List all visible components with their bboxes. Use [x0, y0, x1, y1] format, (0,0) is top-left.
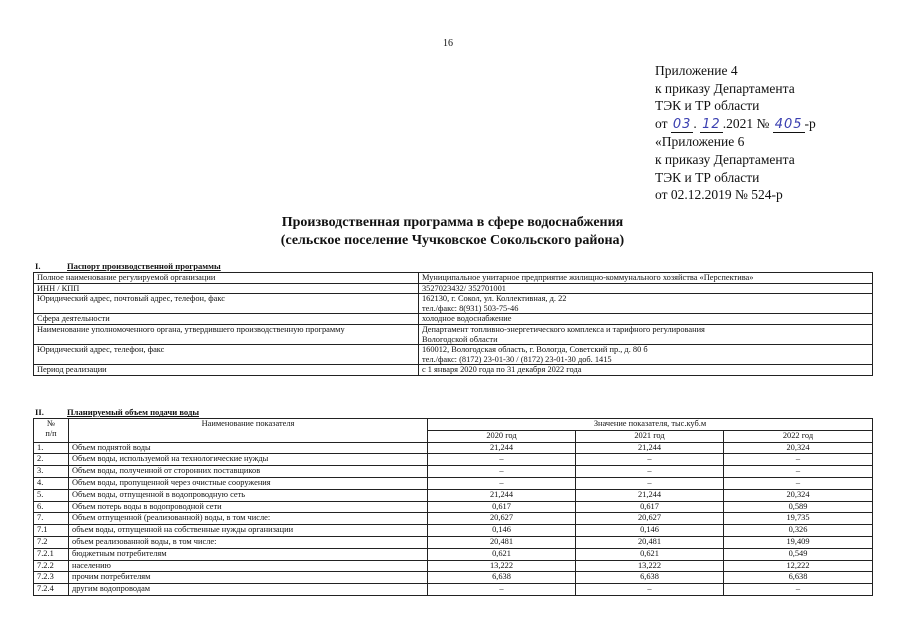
row-indicator-name: объем воды, отпущенной на собственные нужды организации — [69, 525, 428, 537]
title-subline: (сельское поселение Чучковское Сокольского района) — [280, 232, 625, 248]
table-row — [34, 324, 873, 344]
table-row — [34, 442, 873, 454]
row-value-2021: 20,627 — [576, 513, 724, 525]
appendix-line: к приказу Департамента — [655, 80, 795, 96]
row-value-2020: 20,627 — [428, 513, 576, 525]
year-header: 2021 год — [576, 430, 724, 442]
appendix-line: ТЭК и ТР области — [655, 98, 760, 114]
row-indicator-name: населению — [69, 560, 428, 572]
section-number: I. — [35, 261, 41, 271]
table-row — [34, 454, 873, 466]
row-value-2021: 20,481 — [576, 536, 724, 548]
row-value-2022: 19,409 — [724, 536, 873, 548]
row-value-2020: 21,244 — [428, 489, 576, 501]
row-value-2020: 21,244 — [428, 442, 576, 454]
table-row — [34, 345, 873, 365]
value-line: тел./факс: (8172) 23-01-30 / (8172) 23-01-30 доб. 1415 — [421, 354, 612, 364]
row-indicator-name: Объем отпущенной (реализованной) воды, в том числе: — [69, 513, 428, 525]
row-value-2020: – — [428, 477, 576, 489]
passport-value: с 1 января 2020 года по 31 декабря 2022 года — [418, 365, 872, 376]
row-value-2022: 0,549 — [724, 548, 873, 560]
row-number: 7.2.4 — [34, 584, 69, 596]
passport-label: Юридический адрес, телефон, факс — [34, 345, 419, 365]
date-rest: .2021 № — [722, 115, 770, 131]
table-row — [34, 536, 873, 548]
row-value-2021: 0,146 — [576, 525, 724, 537]
row-indicator-name: Объем воды, пропущенной через очистные сооружения — [69, 477, 428, 489]
value-line: 160012, Вологодская область, г. Вологда, Советский пр., д. 80 б — [421, 345, 648, 355]
section-1-heading — [35, 261, 221, 271]
row-value-2022: – — [724, 466, 873, 478]
date-prefix: от — [655, 115, 668, 131]
row-value-2020: – — [428, 454, 576, 466]
appendix-line: Приложение 4 — [655, 63, 738, 78]
value-line: 162130, г. Сокол, ул. Коллективная, д. 22 — [421, 294, 567, 304]
row-value-2022: – — [724, 454, 873, 466]
water-volume-body — [34, 442, 873, 595]
appendix-line: к приказу Департамента — [655, 151, 795, 167]
page-number: 16 — [443, 38, 453, 49]
row-number: 6. — [34, 501, 69, 513]
appendix-block — [655, 62, 816, 204]
table-row — [34, 572, 873, 584]
row-indicator-name: бюджетным потребителям — [69, 548, 428, 560]
row-number: 1. — [34, 442, 69, 454]
row-value-2021: – — [576, 466, 724, 478]
row-value-2022: 0,326 — [724, 525, 873, 537]
row-indicator-name: объем реализованной воды, в том числе: — [69, 536, 428, 548]
row-value-2020: 0,621 — [428, 548, 576, 560]
row-number: 7.2.3 — [34, 572, 69, 584]
row-value-2021: 21,244 — [576, 442, 724, 454]
row-value-2020: – — [428, 584, 576, 596]
date-separator: . — [693, 115, 697, 131]
appendix-line: «Приложение 6 — [655, 134, 745, 150]
table-row — [34, 560, 873, 572]
row-value-2021: 6,638 — [576, 572, 724, 584]
passport-value — [418, 294, 872, 314]
table-row — [34, 501, 873, 513]
document-title — [150, 214, 755, 249]
row-value-2022: 6,638 — [724, 572, 873, 584]
passport-label: Юридический адрес, почтовый адрес, телефон, факс — [34, 294, 419, 314]
col-num-header — [34, 419, 69, 443]
row-number: 7.2 — [34, 536, 69, 548]
handwritten-month: 12 — [702, 116, 721, 132]
row-indicator-name: Объем поднятой воды — [69, 442, 428, 454]
row-indicator-name: Объем потерь воды в водопроводной сети — [69, 501, 428, 513]
row-indicator-name: Объем воды, отпущенной в водопроводную сеть — [69, 489, 428, 501]
table-row — [34, 314, 873, 325]
row-number: 2. — [34, 454, 69, 466]
row-number: 7.1 — [34, 525, 69, 537]
value-line: Вологодской области — [421, 334, 498, 344]
value-line: тел./факс: 8(931) 503-75-46 — [421, 303, 519, 313]
table-row — [34, 273, 873, 284]
table-row — [34, 466, 873, 478]
passport-value — [418, 324, 872, 344]
col-name-header: Наименование показателя — [69, 419, 428, 443]
table-row — [34, 513, 873, 525]
order-suffix: -р — [804, 115, 816, 131]
row-value-2020: 0,146 — [428, 525, 576, 537]
section-2-heading — [35, 407, 199, 417]
row-number: 3. — [34, 466, 69, 478]
water-volume-table — [33, 418, 873, 596]
row-value-2022: 20,324 — [724, 442, 873, 454]
row-number: 4. — [34, 477, 69, 489]
row-value-2021: 0,621 — [576, 548, 724, 560]
row-value-2021: 0,617 — [576, 501, 724, 513]
section-title: Паспорт производственной программы — [67, 261, 221, 271]
year-header: 2022 год — [724, 430, 873, 442]
row-value-2020: 13,222 — [428, 560, 576, 572]
row-value-2020: 6,638 — [428, 572, 576, 584]
row-value-2020: 20,481 — [428, 536, 576, 548]
table-row — [34, 294, 873, 314]
row-value-2021: 21,244 — [576, 489, 724, 501]
handwritten-order-number: 405 — [774, 116, 803, 132]
row-value-2022: 20,324 — [724, 489, 873, 501]
passport-label: Сфера деятельности — [34, 314, 419, 325]
passport-table — [33, 272, 873, 376]
row-indicator-name: другим водопроводам — [69, 584, 428, 596]
row-value-2022: 12,222 — [724, 560, 873, 572]
row-value-2022: – — [724, 477, 873, 489]
passport-label: Полное наименование регулируемой организации — [34, 273, 419, 284]
row-value-2020: – — [428, 466, 576, 478]
row-number: 5. — [34, 489, 69, 501]
table-row — [34, 525, 873, 537]
appendix-order-date — [655, 115, 816, 134]
passport-value: холодное водоснабжение — [418, 314, 872, 325]
table-row — [34, 584, 873, 596]
appendix-line: ТЭК и ТР области — [655, 169, 760, 185]
passport-label: ИНН / КПП — [34, 283, 419, 294]
row-value-2021: – — [576, 454, 724, 466]
year-header: 2020 год — [428, 430, 576, 442]
col-value-group-header: Значение показателя, тыс.куб.м — [428, 419, 873, 431]
table-row — [34, 365, 873, 376]
appendix-line: от 02.12.2019 № 524-р — [655, 187, 783, 203]
table-row — [34, 477, 873, 489]
section-number: II. — [35, 407, 44, 417]
header-line: п/п — [45, 428, 57, 438]
row-value-2020: 0,617 — [428, 501, 576, 513]
value-line: Департамент топливно-энергетического комплекса и тарифного регулирования — [421, 324, 705, 334]
row-indicator-name: Объем воды, полученной от сторонних поставщиков — [69, 466, 428, 478]
header-line: № — [47, 419, 55, 428]
title-line: Производственная программа в сфере водоснабжения — [281, 215, 624, 230]
passport-value: 3527023432/ 352701001 — [418, 283, 872, 294]
table-row — [34, 283, 873, 294]
table-header-row — [34, 419, 873, 431]
table-row — [34, 489, 873, 501]
passport-value: Муниципальное унитарное предприятие жилищно-коммунального хозяйства «Перспектива» — [418, 273, 872, 284]
row-value-2022: – — [724, 584, 873, 596]
passport-label: Период реализации — [34, 365, 419, 376]
row-number: 7.2.1 — [34, 548, 69, 560]
table-row — [34, 548, 873, 560]
handwritten-day: 03 — [672, 116, 692, 132]
row-indicator-name: Объем воды, используемой на технологические нужды — [69, 454, 428, 466]
row-number: 7.2.2 — [34, 560, 69, 572]
row-value-2021: 13,222 — [576, 560, 724, 572]
row-indicator-name: прочим потребителям — [69, 572, 428, 584]
section-title: Планируемый объем подачи воды — [67, 407, 200, 417]
passport-value — [418, 345, 872, 365]
row-value-2021: – — [576, 584, 724, 596]
row-value-2022: 0,589 — [724, 501, 873, 513]
passport-label: Наименование уполномоченного органа, утвердившего производственную программу — [34, 324, 419, 344]
row-value-2022: 19,735 — [724, 513, 873, 525]
row-value-2021: – — [576, 477, 724, 489]
row-number: 7. — [34, 513, 69, 525]
